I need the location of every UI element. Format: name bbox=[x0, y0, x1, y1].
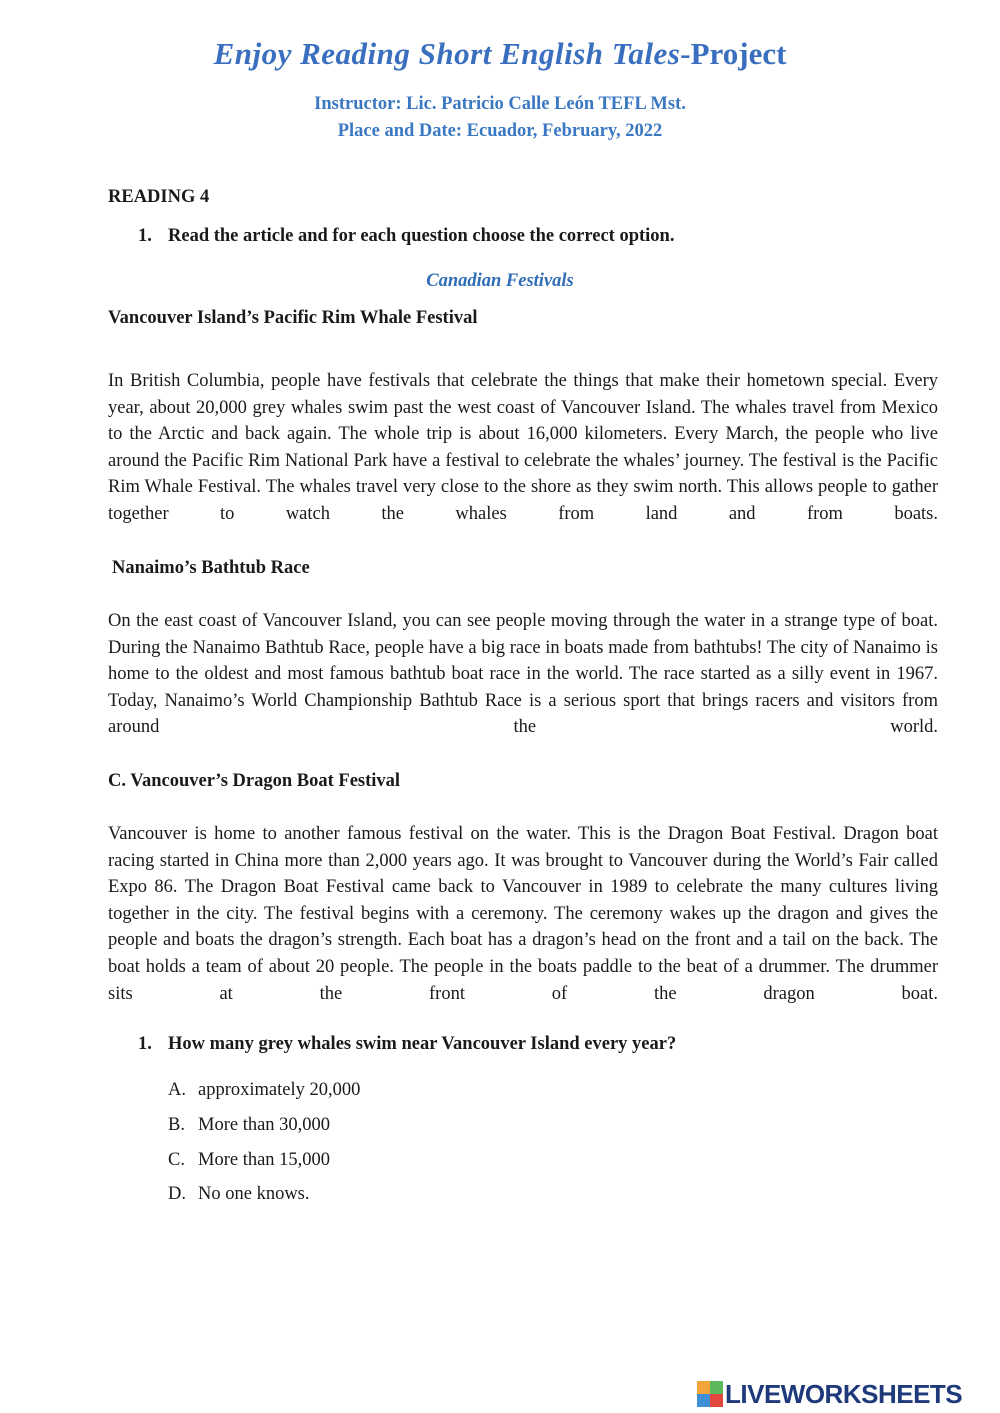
place-date-line: Place and Date: Ecuador, February, 2022 bbox=[337, 121, 663, 141]
option-letter: B. bbox=[168, 1115, 185, 1135]
section-body-dragon: Vancouver is home to another famous festival on the water. This is the Dragon Boat Festival. Dragon boat racing started in China more than 2,000 years ago. It was brought to Vancouver during the World’s Fair called Expo 86. The Dragon Boat Festival came back to Vancouver in 1989 to celebrate the many cultures living together in the city. The festival begins with a ceremony. The ceremony wakes up the dragon and gives the people and boats the dragon’s strength. Each boat has a dragon’s head on the front and a tail on the back. The boat holds a team of about 20 people. The people in the boats paddle to the beat of a drummer. The drummer sits at the front of the dragon boat. bbox=[108, 824, 938, 1004]
option-text: No one knows. bbox=[198, 1184, 310, 1204]
section-body-whale: In British Columbia, people have festivals that celebrate the things that make their hometown special. Every year, about 20,000 grey whales swim past the west coast of Vancouver Island. The whales travel from Mexico to the Arctic and back again. The whole trip is about 16,000 kilometers. Every March, the people who live around the Pacific Rim National Park have a festival to celebrate the whales’ journey. The festival is the Pacific Rim Whale Festival. The whales travel very close to the shore as they swim north. This allows people to gather together to watch the whales from land and from boats. bbox=[108, 371, 938, 524]
instruction-text: Read the article and for each question choose the correct option. bbox=[168, 226, 675, 246]
worksheet-title bbox=[0, 36, 1000, 72]
liveworksheets-logo bbox=[697, 1378, 993, 1410]
option-letter: D. bbox=[168, 1184, 186, 1204]
instruction-number: 1. bbox=[138, 226, 152, 246]
logo-text: LIVEWORKSHEETS bbox=[725, 1378, 963, 1409]
option-text: More than 15,000 bbox=[198, 1150, 331, 1170]
title-main: Enjoy Reading Short English Tales bbox=[213, 36, 681, 71]
section-heading-bathtub: Nanaimo’s Bathtub Race bbox=[112, 558, 310, 578]
question-text: How many grey whales swim near Vancouver Island every year? bbox=[168, 1034, 677, 1054]
option-letter: C. bbox=[168, 1150, 185, 1170]
option-text: approximately 20,000 bbox=[198, 1080, 361, 1100]
instructor-line: Instructor: Lic. Patricio Calle León TEFL Mst. bbox=[314, 94, 686, 114]
question-1 bbox=[138, 1034, 676, 1055]
option-c[interactable] bbox=[168, 1150, 330, 1171]
instruction bbox=[138, 226, 674, 247]
option-letter: A. bbox=[168, 1080, 186, 1100]
option-b[interactable] bbox=[168, 1115, 330, 1136]
option-text: More than 30,000 bbox=[198, 1115, 331, 1135]
question-number: 1. bbox=[138, 1034, 152, 1054]
section-body-bathtub: On the east coast of Vancouver Island, you can see people moving through the water in a strange type of boat. During the Nanaimo Bathtub Race, people have a big race in boats made from bathtubs! The city of Nanaimo is home to the oldest and most famous bathtub boat race in the world. The race started as a silly event in 1967. Today, Nanaimo’s World Championship Bathtub Race is a serious sport that brings racers and visitors from around the world. bbox=[108, 611, 938, 738]
option-d[interactable] bbox=[168, 1184, 310, 1205]
section-heading-dragon: C. Vancouver’s Dragon Boat Festival bbox=[108, 771, 401, 791]
reading-label: READING 4 bbox=[108, 187, 210, 207]
section-heading-whale: Vancouver Island’s Pacific Rim Whale Festival bbox=[108, 308, 478, 328]
liveworksheets-logo-icon bbox=[697, 1381, 723, 1407]
title-suffix: -Project bbox=[680, 36, 787, 71]
option-a[interactable] bbox=[168, 1080, 360, 1101]
story-title: Canadian Festivals bbox=[426, 271, 574, 291]
